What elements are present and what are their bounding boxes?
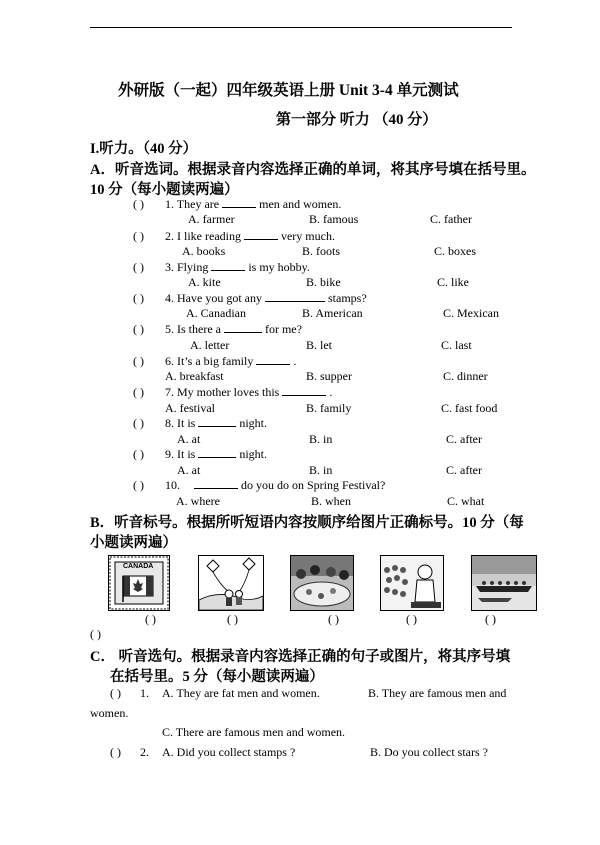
q-text: They are (176, 197, 220, 211)
option-a: A. kite (188, 275, 221, 289)
q-text-after: stamps? (327, 291, 367, 305)
option-c: C. fast food (441, 401, 498, 415)
answer-paren-3[interactable]: ( ) (133, 260, 144, 274)
q-text-after: very much. (280, 229, 335, 243)
blank-line[interactable] (198, 416, 236, 427)
question-9 (165, 447, 267, 462)
option-a: A. at (177, 432, 201, 446)
answer-paren-7[interactable]: ( ) (133, 385, 144, 399)
picture-answer-paren-2[interactable]: ( ) (227, 612, 238, 626)
picture-answer-paren-3[interactable]: ( ) (328, 612, 339, 626)
answer-paren-2[interactable]: ( ) (133, 229, 144, 243)
blank-line[interactable] (211, 260, 245, 271)
section-listening-heading: I.听力。（40 分） (90, 141, 198, 157)
option-a: A. Canadian (186, 306, 246, 320)
c-question-1-option-c: C. There are famous men and women. (162, 725, 346, 739)
option-c: C. after (446, 463, 482, 477)
c-question-2-option-a: A. Did you collect stamps ? (162, 745, 296, 759)
option-b: B. let (306, 338, 332, 352)
picture-dragon-boat (471, 555, 537, 611)
answer-paren-8[interactable]: ( ) (133, 416, 144, 430)
answer-paren-5[interactable]: ( ) (133, 322, 144, 336)
option-b: B. bike (306, 275, 341, 289)
q-text: It is (177, 447, 196, 461)
option-b: B. when (311, 494, 351, 508)
q-text-after: night. (239, 447, 268, 461)
q-text-after: . (293, 354, 297, 368)
q-text: Flying (177, 260, 209, 274)
c-question-2-option-b: B. Do you collect stars ? (370, 745, 488, 759)
c-question-1-option-a: A. They are fat men and women. (162, 686, 320, 700)
option-c: C. boxes (434, 244, 476, 258)
c-question-1-option-b: B. They are famous men and (368, 686, 507, 700)
canada-label: CANADA (123, 563, 154, 570)
blank-line[interactable] (194, 478, 238, 489)
q-text: Is there a (177, 322, 221, 336)
section-c-heading-cont: 在括号里。5 分（每小题读两遍） (110, 669, 324, 685)
answer-paren-1[interactable]: ( ) (133, 197, 144, 211)
q-text-after: for me? (264, 322, 302, 336)
blank-line[interactable] (224, 322, 262, 333)
page-title: 外研版（一起）四年级英语上册 Unit 3-4 单元测试 (118, 82, 459, 99)
option-c: C. father (430, 212, 472, 226)
option-b: B. famous (309, 212, 359, 226)
q-text: My mother loves this (177, 385, 280, 399)
option-c: C. dinner (443, 369, 488, 383)
q-text: I like reading (177, 229, 241, 243)
option-a: A. where (176, 494, 220, 508)
option-c: C. what (447, 494, 485, 508)
question-4 (165, 291, 367, 306)
q-number: 6. (165, 354, 174, 368)
section-b-heading: B．听音标号。根据所听短语内容按顺序给图片正确标号。10 分（每 (90, 515, 524, 531)
q-number: 5. (165, 322, 174, 336)
festival-icon (381, 556, 443, 610)
option-a: A. letter (190, 338, 230, 352)
question-8 (165, 416, 267, 431)
section-c-heading: C． 听音选句。根据录音内容选择正确的句子或图片，将其序号填 (90, 649, 511, 665)
question-5 (165, 322, 302, 337)
picture-festival (380, 555, 444, 611)
c-question-2-number: 2. (140, 745, 149, 759)
q-text-after: do you do on Spring Festival? (241, 478, 386, 492)
answer-paren-9[interactable]: ( ) (133, 447, 144, 461)
option-b: B. American (302, 306, 363, 320)
option-b: B. in (309, 432, 333, 446)
blank-line[interactable] (265, 291, 325, 302)
picture-answer-paren-4[interactable]: ( ) (406, 612, 417, 626)
dinner-icon (291, 556, 353, 610)
question-3 (165, 260, 310, 275)
picture-answer-paren-6[interactable]: ( ) (90, 627, 101, 641)
q-text: It is (177, 416, 196, 430)
c-question-1-option-b-cont: women. (90, 706, 129, 720)
option-c: C. like (437, 275, 469, 289)
c-question-1-number: 1. (140, 686, 149, 700)
section-a-heading: A．听音选词。根据录音内容选择正确的单词，将其序号填在括号里。 (90, 162, 536, 178)
question-1 (165, 197, 341, 212)
boat-icon (472, 556, 536, 610)
answer-paren-6[interactable]: ( ) (133, 354, 144, 368)
q-text-after: is my hobby. (248, 260, 310, 274)
blank-line[interactable] (198, 447, 236, 458)
picture-family-dinner (290, 555, 354, 611)
picture-kite-flying (198, 555, 264, 611)
q-number: 7. (165, 385, 174, 399)
option-a: A. at (177, 463, 201, 477)
blank-line[interactable] (244, 229, 278, 240)
q-number: 10. (165, 478, 180, 492)
blank-line[interactable] (282, 385, 326, 396)
option-c: C. after (446, 432, 482, 446)
q-number: 8. (165, 416, 174, 430)
q-number: 3. (165, 260, 174, 274)
q-text-after: night. (239, 416, 268, 430)
option-a: A. farmer (188, 212, 235, 226)
option-b: B. supper (306, 369, 352, 383)
question-6 (165, 354, 296, 369)
option-b: B. in (309, 463, 333, 477)
question-7 (165, 385, 332, 400)
q-number: 4. (165, 291, 174, 305)
q-text: It’s a big family (177, 354, 254, 368)
answer-paren-10[interactable]: ( ) (133, 478, 144, 492)
section-a-heading-cont: 10 分（每小题读两遍） (90, 182, 239, 198)
q-text-after: men and women. (259, 197, 342, 211)
q-text: Have you got any (177, 291, 262, 305)
c-answer-paren-2[interactable]: ( ) (110, 745, 121, 759)
q-number: 2. (165, 229, 174, 243)
option-c: C. Mexican (443, 306, 499, 320)
section-b-heading-cont: 小题读两遍） (90, 535, 177, 551)
part-subtitle: 第一部分 听力 （40 分） (276, 112, 438, 128)
question-2 (165, 229, 335, 244)
c-answer-paren-1[interactable]: ( ) (110, 686, 121, 700)
question-10 (165, 478, 385, 493)
blank-line[interactable] (222, 197, 256, 208)
q-number: 9. (165, 447, 174, 461)
q-number: 1. (165, 197, 174, 211)
option-c: C. last (441, 338, 472, 352)
picture-answer-paren-5[interactable]: ( ) (485, 612, 496, 626)
option-a: A. festival (165, 401, 215, 415)
option-a: A. breakfast (165, 369, 224, 383)
q-text-after: . (329, 385, 333, 399)
option-a: A. books (182, 244, 226, 258)
picture-answer-paren-1[interactable]: ( ) (145, 612, 156, 626)
blank-line[interactable] (256, 354, 290, 365)
answer-paren-4[interactable]: ( ) (133, 291, 144, 305)
kite-icon (199, 556, 263, 610)
option-b: B. foots (302, 244, 341, 258)
picture-canada-stamp (108, 555, 170, 611)
option-b: B. family (306, 401, 352, 415)
top-rule (90, 27, 512, 28)
